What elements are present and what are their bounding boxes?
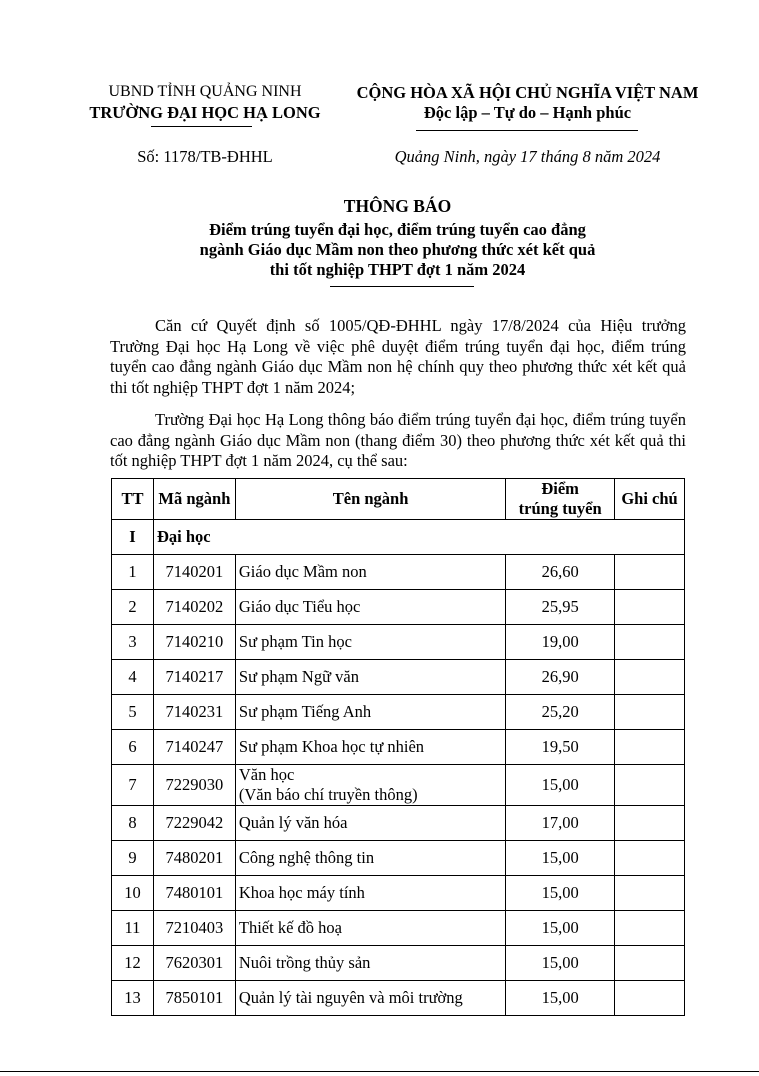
cell-ma-nganh: 7140247	[153, 730, 235, 765]
table-row	[112, 911, 685, 946]
cell-ghi-chu	[615, 981, 685, 1016]
cell-tt: 7	[112, 765, 154, 806]
cell-ma-nganh: 7140231	[153, 695, 235, 730]
cell-ghi-chu	[615, 806, 685, 841]
admission-scores-table	[111, 478, 685, 1016]
cell-diem: 26,60	[506, 555, 615, 590]
cell-tt: 2	[112, 590, 154, 625]
school-underline	[151, 126, 252, 127]
table-row	[112, 625, 685, 660]
cell-ten-nganh: Giáo dục Tiểu học	[235, 590, 505, 625]
cell-diem: 25,95	[506, 590, 615, 625]
document-date: Quảng Ninh, ngày 17 tháng 8 năm 2024	[394, 147, 661, 166]
cell-ghi-chu	[615, 876, 685, 911]
header-diem-trung-tuyen	[506, 479, 615, 520]
cell-diem: 15,00	[506, 981, 615, 1016]
header-diem-line-1: Điểm	[541, 479, 579, 498]
table-header-row	[112, 479, 685, 520]
cell-diem: 15,00	[506, 946, 615, 981]
cell-ghi-chu	[615, 555, 685, 590]
header-tt: TT	[112, 479, 154, 520]
cell-ghi-chu	[615, 946, 685, 981]
section-label: Đại học	[153, 520, 684, 555]
cell-ma-nganh: 7140202	[153, 590, 235, 625]
motto-underline	[416, 130, 638, 131]
country-name: CỘNG HÒA XÃ HỘI CHỦ NGHĨA VIỆT NAM	[356, 83, 699, 102]
cell-ten-nganh: Giáo dục Mầm non	[235, 555, 505, 590]
cell-diem: 15,00	[506, 841, 615, 876]
cell-ten-nganh: Nuôi trồng thủy sản	[235, 946, 505, 981]
cell-ma-nganh: 7229042	[153, 806, 235, 841]
cell-tt: 6	[112, 730, 154, 765]
cell-ten-nganh: Sư phạm Tin học	[235, 625, 505, 660]
table-row	[112, 876, 685, 911]
cell-tt: 11	[112, 911, 154, 946]
cell-tt: 1	[112, 555, 154, 590]
cell-tt: 12	[112, 946, 154, 981]
cell-tt: 13	[112, 981, 154, 1016]
cell-diem: 17,00	[506, 806, 615, 841]
table-section-row	[112, 520, 685, 555]
cell-tt: 5	[112, 695, 154, 730]
table-row	[112, 590, 685, 625]
header-ten-nganh: Tên ngành	[235, 479, 505, 520]
document-number: Số: 1178/TB-ĐHHL	[137, 147, 273, 166]
cell-ma-nganh: 7620301	[153, 946, 235, 981]
cell-diem: 19,50	[506, 730, 615, 765]
cell-ma-nganh: 7480101	[153, 876, 235, 911]
cell-tt: 9	[112, 841, 154, 876]
cell-ten-nganh: Sư phạm Ngữ văn	[235, 660, 505, 695]
cell-ghi-chu	[615, 660, 685, 695]
cell-ten-nganh-line-1: Văn học	[238, 765, 295, 784]
cell-ma-nganh: 7480201	[153, 841, 235, 876]
cell-ten-nganh: Sư phạm Khoa học tự nhiên	[235, 730, 505, 765]
cell-diem: 15,00	[506, 876, 615, 911]
header-ma-nganh: Mã ngành	[153, 479, 235, 520]
cell-ghi-chu	[615, 765, 685, 806]
cell-tt: 10	[112, 876, 154, 911]
notice-subtitle-line-3: thi tốt nghiệp THPT đợt 1 năm 2024	[269, 260, 526, 279]
cell-diem: 25,20	[506, 695, 615, 730]
cell-ghi-chu	[615, 841, 685, 876]
cell-diem: 15,00	[506, 765, 615, 806]
cell-ma-nganh: 7229030	[153, 765, 235, 806]
paragraph-legal-basis: Căn cứ Quyết định số 1005/QĐ-ĐHHL ngày 17/8/2024 của Hiệu trưởng Trường Đại học Hạ Long về việc phê duyệt điểm trúng tuyển đại học, điểm trúng tuyển cao đẳng ngành Giáo dục Mầm non hệ chính quy theo phương thức xét kết quả thi tốt nghiệp THPT đợt 1 năm 2024;	[110, 316, 686, 397]
cell-ten-nganh: Quản lý văn hóa	[235, 806, 505, 841]
cell-ma-nganh: 7210403	[153, 911, 235, 946]
cell-ten-nganh: Khoa học máy tính	[235, 876, 505, 911]
table-row	[112, 730, 685, 765]
cell-ten-nganh: Quản lý tài nguyên và môi trường	[235, 981, 505, 1016]
national-motto: Độc lập – Tự do – Hạnh phúc	[423, 103, 632, 122]
cell-ma-nganh: 7140217	[153, 660, 235, 695]
title-underline	[330, 286, 474, 287]
cell-tt: 4	[112, 660, 154, 695]
table-row	[112, 660, 685, 695]
cell-diem: 15,00	[506, 911, 615, 946]
table-row	[112, 555, 685, 590]
cell-ghi-chu	[615, 590, 685, 625]
cell-ghi-chu	[615, 911, 685, 946]
section-roman: I	[112, 520, 154, 555]
table-row	[112, 841, 685, 876]
cell-ghi-chu	[615, 730, 685, 765]
page-bottom-border	[0, 1071, 759, 1072]
school-name: TRƯỜNG ĐẠI HỌC HẠ LONG	[89, 103, 321, 122]
cell-ten-nganh: Sư phạm Tiếng Anh	[235, 695, 505, 730]
cell-ghi-chu	[615, 625, 685, 660]
cell-tt: 3	[112, 625, 154, 660]
cell-ten-nganh: Thiết kế đồ hoạ	[235, 911, 505, 946]
cell-ma-nganh: 7140210	[153, 625, 235, 660]
cell-ten-nganh	[235, 765, 505, 806]
cell-diem: 26,90	[506, 660, 615, 695]
authority-name: UBND TỈNH QUẢNG NINH	[108, 83, 302, 100]
table-row	[112, 946, 685, 981]
notice-title: THÔNG BÁO	[343, 196, 452, 216]
header-ghi-chu: Ghi chú	[615, 479, 685, 520]
table-row	[112, 765, 685, 806]
table-row	[112, 981, 685, 1016]
cell-diem: 19,00	[506, 625, 615, 660]
header-diem-line-2: trúng tuyển	[518, 499, 602, 518]
paragraph-announcement: Trường Đại học Hạ Long thông báo điểm trúng tuyển đại học, điểm trúng tuyển cao đẳng ngành Giáo dục Mầm non (thang điểm 30) theo phương thức xét kết quả thi tốt nghiệp THPT đợt 1 năm 2024, cụ thể sau:	[110, 410, 686, 470]
table-row	[112, 806, 685, 841]
cell-ma-nganh: 7140201	[153, 555, 235, 590]
cell-ten-nganh-line-2: (Văn báo chí truyền thông)	[238, 785, 418, 804]
table-row	[112, 695, 685, 730]
cell-ten-nganh: Công nghệ thông tin	[235, 841, 505, 876]
cell-ghi-chu	[615, 695, 685, 730]
cell-ma-nganh: 7850101	[153, 981, 235, 1016]
notice-subtitle-line-1: Điểm trúng tuyển đại học, điểm trúng tuyển cao đẳng	[209, 220, 586, 239]
cell-tt: 8	[112, 806, 154, 841]
notice-subtitle-line-2: ngành Giáo dục Mầm non theo phương thức xét kết quả	[199, 240, 596, 259]
